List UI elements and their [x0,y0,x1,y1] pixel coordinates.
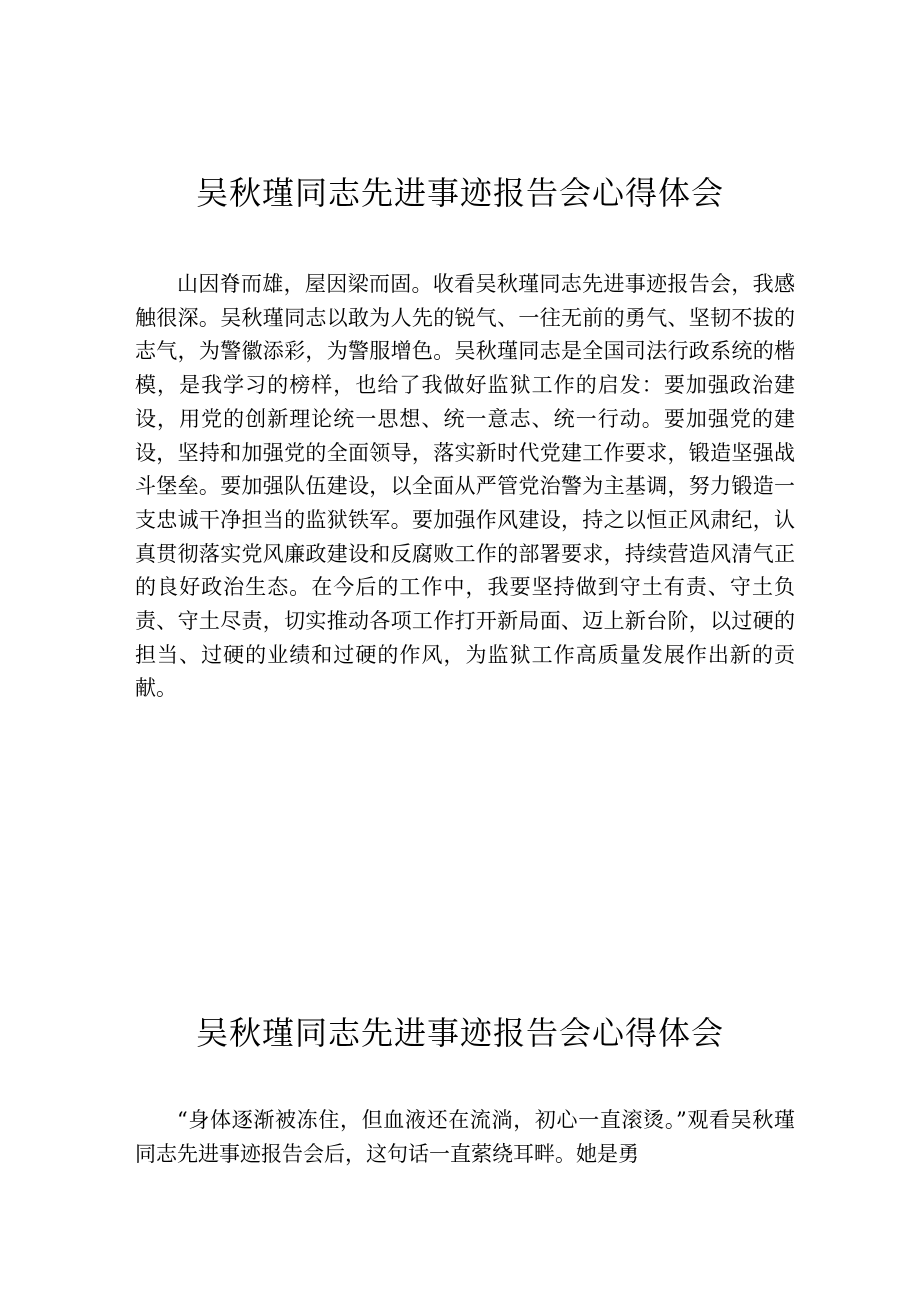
essay-section-2 [0,1008,920,1166]
essay-title: 吴秋瑾同志先进事迹报告会心得体会 [195,1014,724,1052]
essay-body-paragraph: “身体逐渐被冻住，但血液还在流淌，初心一直滚烫。”观看吴秋瑾同志先进事迹报告会后，这句话一直萦绕耳畔。她是勇 [135,1108,795,1166]
essay-body-paragraph: 山因脊而雄，屋因梁而固。收看吴秋瑾同志先进事迹报告会，我感触很深。吴秋瑾同志以敢为人先的锐气、一往无前的勇气、坚韧不拔的志气，为警徽添彩，为警服增色。吴秋瑾同志是全国司法行政系统的楷模，是我学习的榜样，也给了我做好监狱工作的启发：要加强政治建设，用党的创新理论统一思想、统一意志、统一行动。要加强党的建设，坚持和加强党的全面领导，落实新时代党建工作要求，锻造坚强战斗堡垒。要加强队伍建设，以全面从严管党治警为主基调，努力锻造一支忠诚干净担当的监狱铁军。要加强作风建设，持之以恒正风肃纪，认真贯彻落实党风廉政建设和反腐败工作的部署要求，持续营造风清气正的良好政治生态。在今后的工作中，我要坚持做到守土有责、守土负责、守土尽责，切实推动各项工作打开新局面、迈上新台阶，以过硬的担当、过硬的业绩和过硬的作风，为监狱工作高质量发展作出新的贡献。 [135,272,795,701]
essay-section-1 [0,168,920,701]
essay-title: 吴秋瑾同志先进事迹报告会心得体会 [195,174,724,212]
